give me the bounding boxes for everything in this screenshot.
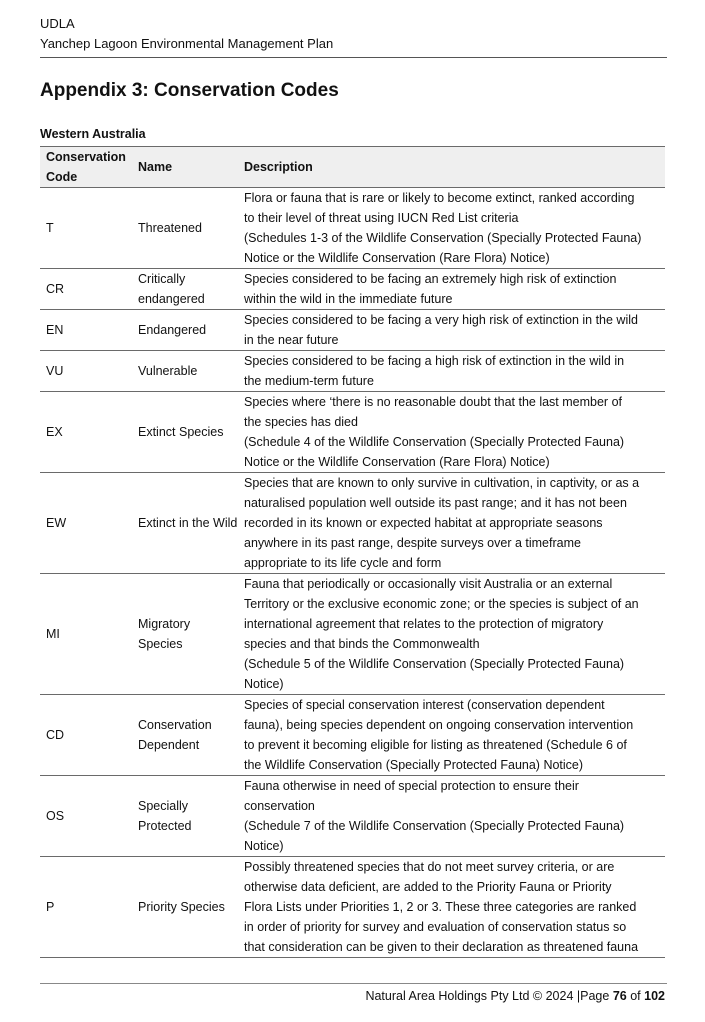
column-header-code: Conservation Code	[40, 147, 132, 188]
description-cell	[238, 351, 665, 392]
table-row	[40, 351, 665, 392]
description-line: that consideration can be given to their declaration as threatened fauna	[244, 940, 639, 954]
description-line: Notice or the Wildlife Conservation (Rare Flora) Notice)	[244, 455, 550, 469]
description-line: (Schedule 5 of the Wildlife Conservation (Specially Protected Fauna)	[244, 657, 625, 671]
name-cell: Vulnerable	[132, 351, 238, 392]
description-cell	[238, 392, 665, 473]
description-line: international agreement that relates to the protection of migratory	[244, 617, 604, 631]
description-cell	[238, 574, 665, 695]
description-cell	[238, 269, 665, 310]
table-row	[40, 269, 665, 310]
description-line: Territory or the exclusive economic zone; or the species is subject of an	[244, 597, 639, 611]
description-line: (Schedules 1-3 of the Wildlife Conservation (Specially Protected Fauna)	[244, 231, 642, 245]
table-row	[40, 392, 665, 473]
table-body	[40, 188, 665, 958]
code-cell: P	[40, 857, 132, 958]
description-line: to prevent it becoming eligible for listing as threatened (Schedule 6 of	[244, 738, 627, 752]
footer-page-of: of	[630, 989, 641, 1003]
name-cell: Threatened	[132, 188, 238, 269]
name-cell: Extinct in the Wild	[132, 473, 238, 574]
code-cell: T	[40, 188, 132, 269]
description-line: Species of special conservation interest (conservation dependent	[244, 698, 605, 712]
description-line: Species considered to be facing an extremely high risk of extinction	[244, 272, 617, 286]
name-cell: Critically endangered	[132, 269, 238, 310]
footer-page-total: 102	[644, 989, 665, 1003]
code-cell: CR	[40, 269, 132, 310]
name-cell: Migratory Species	[132, 574, 238, 695]
description-line: fauna), being species dependent on ongoing conservation intervention	[244, 718, 634, 732]
code-cell: CD	[40, 695, 132, 776]
table-row	[40, 776, 665, 857]
page-title: Appendix 3: Conservation Codes	[40, 80, 339, 101]
description-line: conservation	[244, 799, 315, 813]
description-line: Flora Lists under Priorities 1, 2 or 3. These three categories are ranked	[244, 900, 637, 914]
description-line: otherwise data deficient, are added to the Priority Fauna or Priority	[244, 880, 612, 894]
footer-company: Natural Area Holdings Pty Ltd © 2024	[365, 989, 574, 1003]
column-header-description: Description	[238, 147, 665, 188]
code-cell: MI	[40, 574, 132, 695]
name-cell: Extinct Species	[132, 392, 238, 473]
description-cell	[238, 695, 665, 776]
description-cell	[238, 310, 665, 351]
description-line: in the near future	[244, 333, 339, 347]
description-cell	[238, 188, 665, 269]
description-line: Species that are known to only survive in cultivation, in captivity, or as a	[244, 476, 640, 490]
name-cell: Endangered	[132, 310, 238, 351]
code-cell: EX	[40, 392, 132, 473]
description-line: naturalised population well outside its past range; and it has not been	[244, 496, 627, 510]
table-row	[40, 857, 665, 958]
description-line: Flora or fauna that is rare or likely to become extinct, ranked according	[244, 191, 635, 205]
description-line: appropriate to its life cycle and form	[244, 556, 442, 570]
description-line: the Wildlife Conservation (Specially Protected Fauna) Notice)	[244, 758, 584, 772]
column-header-name: Name	[132, 147, 238, 188]
description-line: Notice)	[244, 839, 284, 853]
description-cell	[238, 776, 665, 857]
description-line: (Schedule 7 of the Wildlife Conservation (Specially Protected Fauna)	[244, 819, 625, 833]
table-row	[40, 695, 665, 776]
description-line: to their level of threat using IUCN Red List criteria	[244, 211, 519, 225]
description-line: Fauna that periodically or occasionally visit Australia or an external	[244, 577, 613, 591]
table-row	[40, 473, 665, 574]
table-row	[40, 310, 665, 351]
code-cell: OS	[40, 776, 132, 857]
header-document-title: Yanchep Lagoon Environmental Management Plan	[40, 36, 334, 51]
description-line: within the wild in the immediate future	[244, 292, 453, 306]
description-line: the medium-term future	[244, 374, 374, 388]
table-row	[40, 188, 665, 269]
name-cell: Specially Protected	[132, 776, 238, 857]
name-cell: Priority Species	[132, 857, 238, 958]
section-title: Western Australia	[40, 127, 146, 141]
table-header-row	[40, 147, 665, 188]
description-line: anywhere in its past range, despite surveys over a timeframe	[244, 536, 581, 550]
description-line: Possibly threatened species that do not meet survey criteria, or are	[244, 860, 615, 874]
description-cell	[238, 473, 665, 574]
page-footer	[365, 986, 665, 1006]
description-line: in order of priority for survey and evaluation of conservation status so	[244, 920, 627, 934]
name-cell: Conservation Dependent	[132, 695, 238, 776]
footer-divider	[40, 983, 667, 984]
description-line: species and that binds the Commonwealth	[244, 637, 480, 651]
page-header	[40, 14, 667, 54]
table-row	[40, 574, 665, 695]
footer-page-number: 76	[612, 989, 627, 1003]
description-line: Species considered to be facing a high risk of extinction in the wild in	[244, 354, 625, 368]
description-line: (Schedule 4 of the Wildlife Conservation (Specially Protected Fauna)	[244, 435, 625, 449]
code-cell: VU	[40, 351, 132, 392]
code-cell: EW	[40, 473, 132, 574]
description-line: Species considered to be facing a very high risk of extinction in the wild	[244, 313, 638, 327]
description-line: Species where ‘there is no reasonable doubt that the last member of	[244, 395, 622, 409]
header-org: UDLA	[40, 16, 75, 31]
description-line: the species has died	[244, 415, 358, 429]
code-cell: EN	[40, 310, 132, 351]
header-divider	[40, 57, 667, 58]
description-line: Notice or the Wildlife Conservation (Rare Flora) Notice)	[244, 251, 550, 265]
description-line: recorded in its known or expected habitat at appropriate seasons	[244, 516, 603, 530]
description-cell	[238, 857, 665, 958]
conservation-codes-table	[40, 146, 665, 958]
description-line: Notice)	[244, 677, 284, 691]
description-line: Fauna otherwise in need of special protection to ensure their	[244, 779, 579, 793]
footer-page-prefix: |Page	[576, 989, 610, 1003]
